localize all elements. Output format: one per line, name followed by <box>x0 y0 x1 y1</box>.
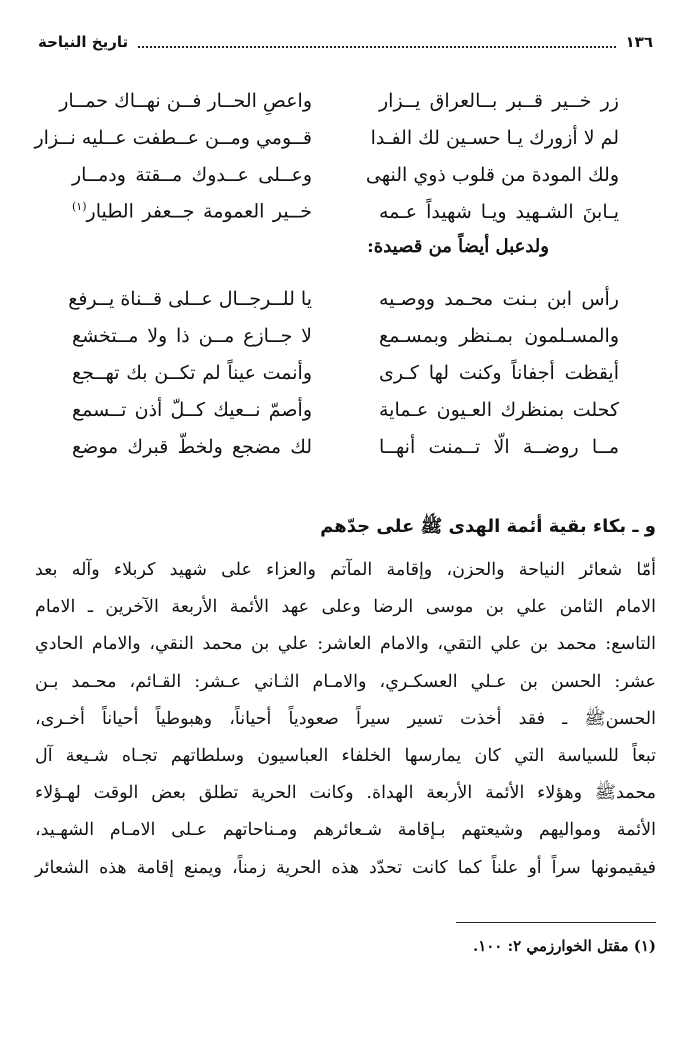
verse-row <box>72 391 619 428</box>
verse-row <box>68 280 619 317</box>
paragraph-line: الامام الثامن علي بن موسى الرضا وعلى عهد الأئمة الأربعة الآخرين ـ الامام <box>35 597 656 618</box>
verse-second-hemistich: وعــلى عــدوك مــقتة ودمــار <box>72 163 312 186</box>
verse-second-hemistich: وأنمت عيناً لم تكــن بك تهــجع <box>72 361 312 384</box>
poem-intro: ولدعبل أيضاً من قصيدة: <box>367 236 549 257</box>
section-heading: و ـ بكاء بقية أئمة الهدى ﷺ على جدّهم <box>320 516 656 537</box>
verse-second-hemistich: لا جــازع مــن ذا ولا مــتخشع <box>72 324 312 347</box>
paragraph-line: فيقيمونها سراً أو علناً كما كانت تحدّد هذه الحرية زمناً، ويمنع إقامة هذه الشعائر <box>35 857 656 878</box>
paragraph-line: الحسنﷺ ـ فقد أخذت تسير سيراً صعودياً أحياناً، وهبوطياً أحياناً أخـرى، <box>35 708 656 729</box>
verse-row <box>34 119 619 156</box>
verse-second-hemistich: قــومي ومــن عــطفت عــليه نــزار <box>34 126 312 149</box>
verse-first-hemistich: كحلت بمنظرك العـيون عـماية <box>379 398 619 421</box>
verse-first-hemistich: أيقظت أجفاناً وكنت لها كـرى <box>379 361 619 384</box>
paragraph-line: التاسع: محمد بن علي التقي، والامام العاشر: علي بن محمد النقي، والامام الحادي <box>35 634 656 655</box>
poem-first <box>34 82 619 264</box>
verse-first-hemistich: مــا روضــة الّا تــمنت أنهــا <box>379 435 619 458</box>
footnote-divider <box>456 922 656 923</box>
verse-second-hemistich: واعصِ الحــار فــن نهــاك حمــار <box>59 89 312 112</box>
verse-second-hemistich: يا للــرجــال عــلى قــناة يــرفع <box>68 287 312 310</box>
footnote-marker: (١) <box>72 200 87 214</box>
verse-second-hemistich-with-footnote <box>72 200 312 222</box>
paragraph-line: الأئمة ومواليهم وشيعتهم بـإقامة شـعائرهم ومـناحاتهم عـلى الامـام الشهـيد، <box>35 820 656 841</box>
verse-row <box>72 428 619 465</box>
verse-text: خــير العمومة جــعفر الطيار <box>86 200 312 223</box>
verse-second-hemistich: وأصمّ نــعيك كــلّ أذن تــسمع <box>72 398 312 421</box>
paragraph-line: عشر: الحسن بن عـلي العسكـري، والامـام الثـاني عـشر: القـائم، محـمد بـن <box>35 671 656 692</box>
verse-first-hemistich: رأس ابن بـنت محـمد ووصـيه <box>379 287 619 310</box>
verse-second-hemistich: لك مضجع ولخطّ قبرك موضع <box>72 435 312 458</box>
paragraph-line: أمّا شعائر النياحة والحزن، وإقامة المآتم والعزاء على شهيد كربلاء وآله بعد <box>35 560 656 580</box>
paragraph-line: تبعاً للسياسة التي كان يمارسها الخلفاء العباسيون وسلطاتهم تجـاه شـيعة آل <box>35 746 656 767</box>
poem-second <box>68 280 619 465</box>
body-paragraph <box>35 552 656 887</box>
verse-first-hemistich: ولك المودة من قلوب ذوي النهى <box>365 163 619 186</box>
verse-row <box>72 193 619 230</box>
verse-first-hemistich: لم لا أزورك يـا حسـين لك الفـدا <box>370 126 619 149</box>
paragraph-line: محمدﷺ وهؤلاء الأئمة الأربعة الهداة. وكانت الحرية تطلق بعض الوقت لهـؤلاء <box>35 783 656 804</box>
verse-first-hemistich: زر خــير قــبر بــالعراق يــزار <box>379 89 619 112</box>
header-dotted-leader <box>138 46 615 48</box>
verse-first-hemistich: والمسـلمون بمـنظر وبمسـمع <box>379 324 619 347</box>
page-number: ١٣٦ <box>625 33 653 51</box>
running-title: تاريخ النياحة <box>38 33 129 51</box>
footnote: (١) مقتل الخوارزمي ٢: ١٠٠. <box>472 937 656 955</box>
page-header <box>38 30 653 54</box>
verse-row <box>59 82 619 119</box>
verse-row <box>72 156 619 193</box>
verse-row <box>72 354 619 391</box>
verse-row <box>72 317 619 354</box>
verse-first-hemistich: يـابنَ الشـهيد ويـا شهيداً عـمه <box>379 200 619 223</box>
